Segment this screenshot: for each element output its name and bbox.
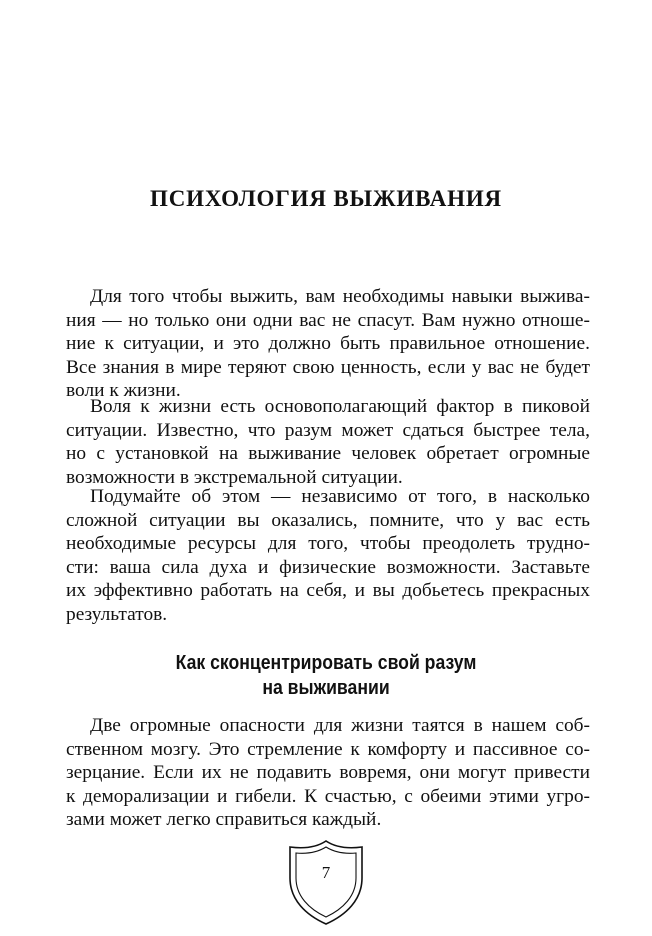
text-line: сти: ваша сила духа и физические возможности. Заставьте [66, 556, 590, 578]
text-line: возможности в экстремальной ситуации. [66, 466, 403, 488]
page-number-badge [286, 838, 366, 926]
section-paragraph [66, 714, 590, 832]
text-line: но с установкой на выживание человек обретает огромные [66, 443, 590, 464]
text-line: необходимые ресурсы для того, чтобы преодолеть трудно- [66, 533, 590, 554]
text-line: к деморализации и гибели. К счастью, с обеими этими угро- [66, 785, 590, 807]
text-line: сложной ситуации вы оказались, помните, что у вас есть [66, 509, 590, 531]
text-line: ние к ситуации, и это должно быть правильное отношение. [66, 333, 590, 354]
text-line: Воля к жизни есть основополагающий фактор в пиковой [90, 396, 590, 417]
paragraph-3 [66, 485, 590, 626]
section-heading-line: на выживании [262, 676, 390, 699]
text-line: ственном мозгу. Это стремление к комфорту и пассивное со- [66, 738, 590, 760]
paragraph-1 [66, 285, 590, 403]
text-line: Все знания в мире теряют свою ценность, если у вас не будет [66, 356, 590, 378]
text-line: Для того чтобы выжить, вам необходимы навыки выжива- [90, 286, 590, 307]
text-line: Подумайте об этом — независимо от того, в насколько [90, 486, 590, 507]
text-line: ситуации. Известно, что разум может сдаться быстрее тела, [66, 419, 590, 441]
text-line: их эффективно работать на себя, и вы добьетесь прекрасных [66, 580, 590, 601]
text-line: зами может легко справиться каждый. [66, 809, 382, 830]
section-heading [46, 650, 607, 700]
chapter-title: ПСИХОЛОГИЯ ВЫЖИВАНИЯ [150, 186, 502, 211]
text-line: воли к жизни. [66, 380, 181, 401]
text-line: ния — но только они одни вас не спасут. Вам нужно отноше- [66, 309, 590, 331]
section-heading-line: Как сконцентрировать свой разум [175, 651, 477, 674]
page-number: 7 [321, 863, 331, 882]
text-line: результатов. [66, 603, 168, 625]
paragraph-2 [66, 395, 590, 489]
text-line: Две огромные опасности для жизни таятся в нашем соб- [90, 715, 590, 736]
text-line: зерцание. Если их не подавить вовремя, они могут привести [66, 762, 590, 783]
